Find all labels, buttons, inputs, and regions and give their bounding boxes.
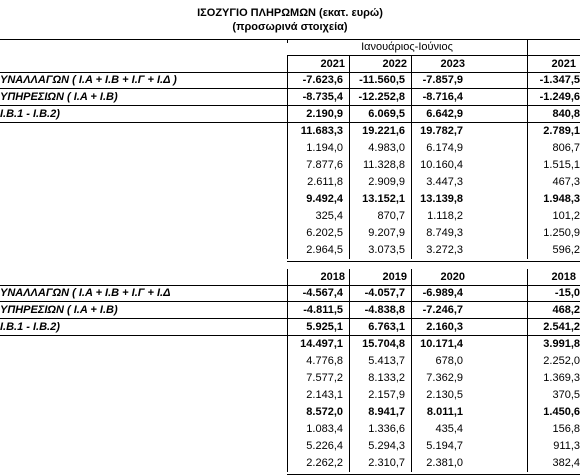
table-cell: 1.118,2 — [427, 210, 463, 222]
table-cell: 13.152,1 — [362, 193, 405, 205]
table-cell: 382,4 — [552, 457, 580, 469]
table-cell: 9.492,4 — [306, 193, 343, 205]
table-rule — [287, 261, 580, 262]
table-cell: 5.294,3 — [368, 440, 405, 452]
year-header: 2020 — [440, 271, 465, 283]
table-cell: 6.069,5 — [368, 108, 405, 120]
table-cell: 1.194,0 — [306, 142, 343, 154]
table-rule — [0, 105, 580, 106]
table-cell: -7.623,6 — [302, 74, 343, 86]
table-cell: 2.964,5 — [306, 244, 343, 256]
table-cell: 156,8 — [552, 423, 580, 435]
table-rule — [287, 55, 580, 56]
table-cell: 13.139,8 — [420, 193, 463, 205]
table-cell: -4.567,4 — [302, 287, 343, 299]
table-cell: 7.877,6 — [306, 159, 343, 171]
table-rule — [0, 301, 580, 302]
table-cell: 2.909,9 — [368, 176, 405, 188]
table-rule — [0, 72, 580, 73]
year-header: 2021 — [551, 58, 576, 70]
table-cell: 15.704,8 — [362, 338, 405, 350]
table-cell: 4.776,8 — [306, 355, 343, 367]
table-rule — [0, 88, 580, 89]
table-cell: 2.130,5 — [426, 389, 463, 401]
table-cell: 2.541,2 — [543, 321, 580, 333]
row-label: ΥΝΑΛΛΑΓΩΝ ( Ι.Α + Ι.Β + Ι.Γ + Ι.Δ — [0, 287, 171, 299]
table-cell: 806,7 — [552, 142, 580, 154]
table-cell: 4.983,0 — [368, 142, 405, 154]
table-rule — [0, 335, 580, 336]
table-cell: 325,4 — [315, 210, 343, 222]
year-header: 2022 — [382, 58, 407, 70]
table-cell: 2.611,8 — [307, 176, 343, 188]
table-cell: 468,2 — [552, 304, 580, 316]
table-cell: 3.073,5 — [368, 244, 405, 256]
table-cell: 10.171,4 — [420, 338, 463, 350]
table-rule — [0, 122, 580, 123]
table-cell: 2.160,3 — [426, 321, 463, 333]
table-cell: -4.838,8 — [364, 304, 405, 316]
table-cell: 8.133,2 — [368, 372, 405, 384]
table-title: ΙΣΟΖΥΓΙΟ ΠΛΗΡΩΜΩΝ (εκατ. ευρώ) — [197, 7, 383, 19]
table-cell: 6.202,5 — [306, 227, 343, 239]
table-cell: 2.789,1 — [543, 125, 580, 137]
table-cell: 19.221,6 — [362, 125, 405, 137]
table-cell: -8.716,4 — [422, 91, 463, 103]
year-header: 2019 — [382, 271, 407, 283]
table-cell: -1.347,5 — [539, 74, 580, 86]
table-cell: 9.207,9 — [368, 227, 405, 239]
year-header: 2023 — [440, 58, 465, 70]
table-cell: 678,0 — [435, 355, 463, 367]
table-cell: 14.497,1 — [300, 338, 343, 350]
table-cell: 2.381,0 — [426, 457, 463, 469]
table-cell: -4.811,5 — [303, 304, 343, 316]
year-header: 2018 — [320, 271, 345, 283]
table-cell: 8.749,3 — [426, 227, 463, 239]
table-cell: 5.413,7 — [368, 355, 405, 367]
table-cell: 19.782,7 — [420, 125, 463, 137]
table-cell: -1.249,6 — [539, 91, 580, 103]
table-cell: 1.948,3 — [543, 193, 580, 205]
table-cell: 1.336,6 — [368, 423, 405, 435]
table-cell: 1.369,3 — [543, 372, 580, 384]
table-cell: -12.252,8 — [358, 91, 405, 103]
table-cell: 1.083,4 — [306, 423, 343, 435]
table-cell: 7.577,2 — [306, 372, 343, 384]
row-label: Ι.Β.1 - Ι.Β.2) — [0, 321, 60, 333]
table-cell: 435,4 — [435, 423, 463, 435]
table-cell: 7.362,9 — [426, 372, 463, 384]
table-cell: 2.143,1 — [306, 389, 343, 401]
table-cell: -4.057,7 — [364, 287, 405, 299]
table-cell: -7.857,9 — [422, 74, 463, 86]
table-cell: 911,3 — [553, 440, 580, 452]
table-cell: 6.174,9 — [426, 142, 463, 154]
table-cell: 2.252,0 — [543, 355, 580, 367]
year-header: 2018 — [551, 271, 576, 283]
table-cell: -6.989,4 — [422, 287, 463, 299]
table-cell: -7.246,7 — [422, 304, 463, 316]
table-cell: 870,7 — [377, 210, 405, 222]
table-cell: 8.011,1 — [426, 406, 463, 418]
table-cell: 3.447,3 — [426, 176, 463, 188]
table-cell: 8.941,7 — [368, 406, 405, 418]
table-cell: 1.250,9 — [543, 227, 580, 239]
row-label: ΥΠΗΡΕΣΙΩΝ ( Ι.Α + Ι.Β) — [0, 91, 118, 103]
table-cell: 2.190,9 — [306, 108, 343, 120]
table-cell: 6.763,1 — [368, 321, 405, 333]
table-cell: 6.642,9 — [426, 108, 463, 120]
table-cell: 5.194,7 — [426, 440, 463, 452]
row-label: ΥΠΗΡΕΣΙΩΝ ( Ι.Α + Ι.Β) — [0, 304, 118, 316]
table-cell: 1.515,1 — [543, 159, 580, 171]
table-cell: -15,0 — [554, 287, 580, 299]
table-cell: -11.560,5 — [359, 74, 405, 86]
row-label: ΥΝΑΛΛΑΓΩΝ ( Ι.Α + Ι.Β + Ι.Γ + Ι.Δ ) — [0, 74, 177, 86]
column-rule — [527, 39, 528, 55]
table-cell: -8.735,4 — [302, 91, 343, 103]
table-subtitle: (προσωρινά στοιχεία) — [232, 21, 348, 33]
table-rule — [0, 39, 580, 40]
table-rule — [0, 318, 580, 319]
table-cell: 3.272,3 — [426, 244, 463, 256]
table-cell: 3.991,8 — [543, 338, 580, 350]
table-cell: 2.262,2 — [306, 457, 343, 469]
table-cell: 5.226,4 — [306, 440, 343, 452]
table-cell: 840,8 — [552, 108, 580, 120]
column-rule — [287, 39, 288, 43]
table-cell: 2.157,9 — [368, 389, 405, 401]
table-cell: 8.572,0 — [306, 406, 343, 418]
table-cell: 596,2 — [552, 244, 580, 256]
table-cell: 11.683,3 — [300, 125, 343, 137]
table-rule — [0, 285, 580, 286]
table-cell: 101,2 — [552, 210, 580, 222]
table-cell: 370,5 — [552, 389, 580, 401]
row-label: Ι.Β.1 - Ι.Β.2) — [0, 108, 60, 120]
table-cell: 5.925,1 — [306, 321, 343, 333]
year-header: 2021 — [320, 58, 345, 70]
table-cell: 467,3 — [552, 176, 580, 188]
table-cell: 11.328,8 — [362, 159, 405, 171]
period-header: Ιανουάριος-Ιούνιος — [361, 41, 453, 53]
table-cell: 2.310,7 — [368, 457, 405, 469]
table-cell: 1.450,6 — [543, 406, 580, 418]
table-cell: 10.160,4 — [420, 159, 463, 171]
